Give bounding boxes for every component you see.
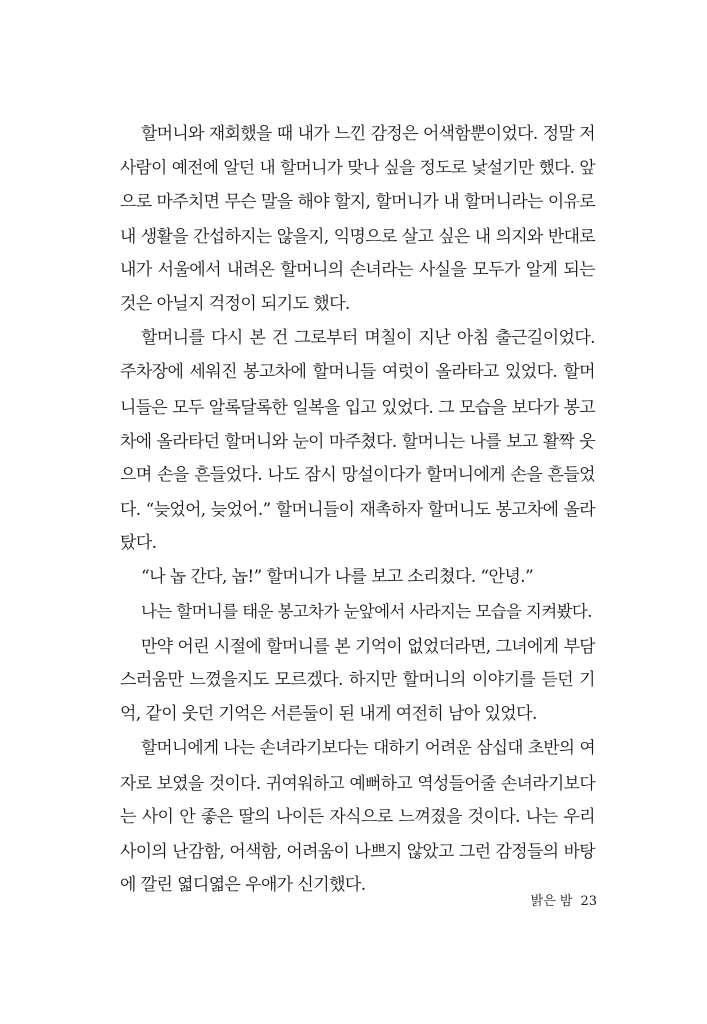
text-line: 에 깔린 엷디엷은 우애가 신기했다. [120,875,366,896]
text-line: 다. “늦었어, 늦었어.” 할머니들이 재촉하자 할머니도 봉고차에 올라 [120,499,595,520]
text-line: 는 사이 안 좋은 딸의 나이든 자식으로 느껴졌을 것이다. 나는 우리 [120,806,595,827]
text-line: 자로 보였을 것이다. 귀여워하고 예뻐하고 역성들어줄 손녀라기보다 [120,772,595,793]
text-line: “나 놉 간다, 놉!” 할머니가 나를 보고 소리쳤다. “안녕.” [141,567,534,588]
text-line: 할머니에게 나는 손녀라기보다는 대하기 어려운 삼십대 초반의 여 [141,738,595,758]
text-line: 내 생활을 간섭하지는 않을지, 익명으로 살고 싶은 내 의지와 반대로 [120,225,595,246]
text-line: 할머니를 다시 본 건 그로부터 며칠이 지난 아침 출근길이었다. [141,328,595,349]
text-line: 으며 손을 흔들었다. 나도 잠시 망설이다가 할머니에게 손을 흔들었 [120,464,595,485]
text-line: 나는 할머니를 태운 봉고차가 눈앞에서 사라지는 모습을 지켜봤다. [141,601,592,621]
paragraph [120,116,595,321]
text-line: 으로 마주치면 무슨 말을 해야 할지, 할머니가 내 할머니라는 이유로 [120,191,595,212]
text-line: 스러움만 느꼈을지도 모르겠다. 하지만 할머니의 이야기를 듣던 기 [120,670,595,690]
text-line: 만약 어린 시절에 할머니를 본 기억이 없었더라면, 그녀에게 부담 [141,635,595,656]
page-body [120,116,595,902]
paragraph [120,560,595,594]
paragraph [120,629,595,732]
running-title: 밝은 밤 [530,894,573,909]
text-line: 탔다. [120,533,157,554]
text-line: 주차장에 세워진 봉고차에 할머니들 여럿이 올라타고 있었다. 할머 [120,362,595,383]
text-line: 차에 올라타던 할머니와 눈이 마주쳤다. 할머니는 나를 보고 활짝 웃 [120,430,595,451]
text-line: 니들은 모두 알록달록한 일복을 입고 있었다. 그 모습을 보다가 봉고 [120,396,595,417]
text-line: 사람이 예전에 알던 내 할머니가 맞나 싶을 정도로 낯설기만 했다. 앞 [120,157,595,178]
text-line: 할머니와 재회했을 때 내가 느낀 감정은 어색함뿐이었다. 정말 저 [141,123,595,143]
paragraph [120,595,595,629]
page-footer [531,893,597,911]
paragraph [120,731,595,902]
text-line: 억, 같이 웃던 기억은 서른둘이 된 내게 여전히 남아 있었다. [120,704,537,725]
paragraph [120,321,595,560]
text-line: 내가 서울에서 내려온 할머니의 손녀라는 사실을 모두가 알게 되는 [120,259,595,280]
text-line: 것은 아닐지 걱정이 되기도 했다. [120,293,350,314]
page-number: 23 [580,894,597,909]
text-line: 사이의 난감함, 어색함, 어려움이 나쁘지 않았고 그런 감정들의 바탕 [120,840,595,861]
